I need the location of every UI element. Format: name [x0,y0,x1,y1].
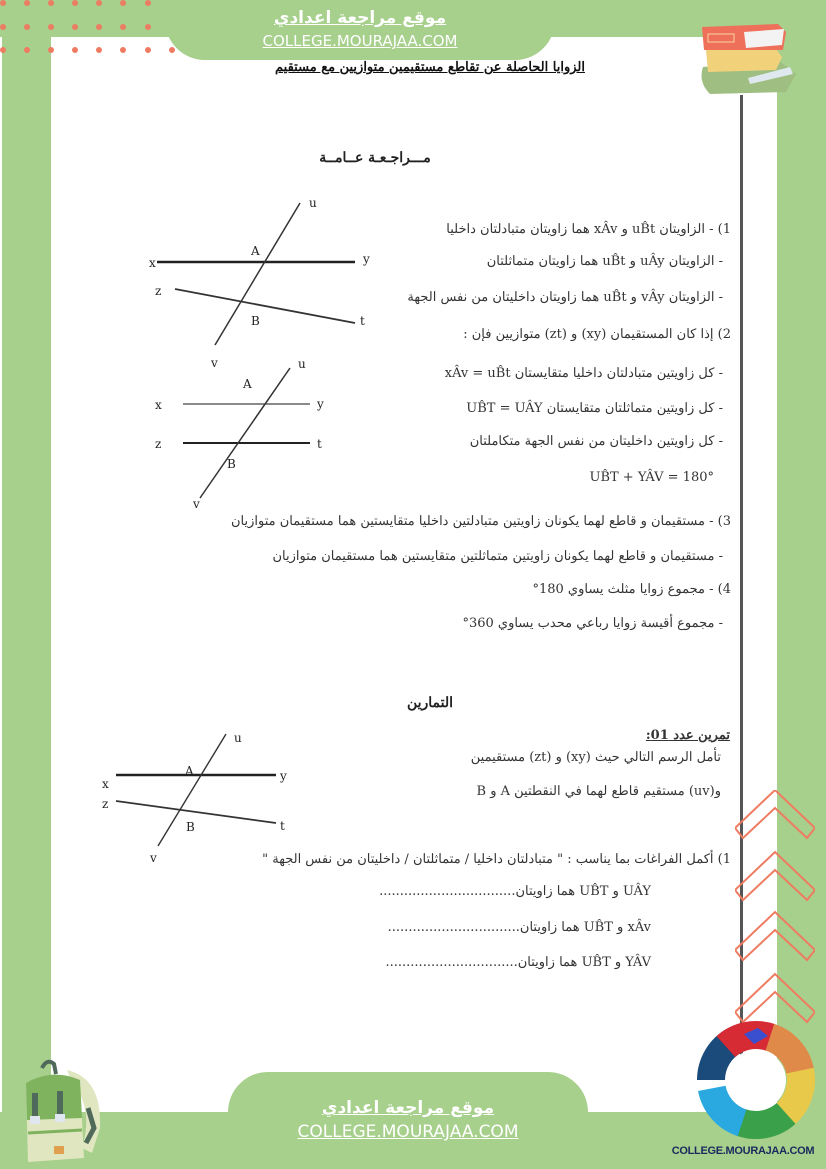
diagram-transversal-2 [145,360,345,510]
review-item: - الزاويتان uÂy و uB̂t هما زاويتان متماثلتان [486,254,723,269]
label-u: u [234,731,242,745]
label-u: u [298,360,306,371]
label-t: t [280,819,285,833]
books-stack-icon [698,12,798,94]
label-x: x [149,256,156,270]
diagram-transversal-1 [145,195,385,375]
review-item: 3) - مستقيمان و قاطع لهما يكونان زاويتين متبادلتين داخليا متقايستين هما مستقيمان متوازيان [230,514,731,529]
label-A: A [243,377,252,391]
review-heading: مـــراجـعـة عــامــة [319,150,431,166]
label-y: y [363,252,370,266]
label-v: v [150,851,157,865]
exercises-heading: التمارين [406,695,454,711]
label-B: B [186,820,195,834]
review-item: - مستقيمان و قاطع لهما يكونان زاويتين متماثلتين متقايستين هما مستقيمان متوازيان [272,549,723,564]
fill-blank-line[interactable]: UÂY و UB̂T هما زاويتان................................. [379,884,651,899]
label-y: y [280,769,287,783]
site-logo-icon[interactable] [696,1020,816,1140]
label-t: t [317,437,322,451]
review-item: - كل زاويتين متبادلتان داخليا متقايستان xÂv = uB̂t [444,366,723,381]
label-x: x [102,777,109,791]
header-site-name-ar[interactable]: موقع مراجعة اعدادي [273,8,447,28]
left-frame-bar [2,0,51,1169]
document-title: الزوايا الحاصلة عن تقاطع مستقيمين متوازيين مع مستقيم [275,60,585,75]
label-v: v [211,356,218,370]
fill-blank-line[interactable]: xÂv و UB̂T هما زاويتان................................ [387,920,651,935]
logo-site-url[interactable]: COLLEGE.MOURAJAA.COM [671,1145,815,1157]
label-z: z [155,437,162,451]
fill-blank-line[interactable]: YÂV و UB̂T هما زاويتان................................ [385,955,651,970]
diagram-transversal-exercise [98,728,308,868]
label-A: A [251,244,260,258]
footer-site-url[interactable]: COLLEGE.MOURAJAA.COM [297,1122,519,1142]
review-item: 1) - الزاويتان uB̂t و xÂv هما زاويتان متبادلتان داخليا [446,222,731,237]
exercise-1-line: تأمل الرسم التالي حيث (xy) و (zt) مستقيمين [470,750,721,765]
review-item: 4) - مجموع زوايا مثلث يساوي 180° [532,582,731,597]
review-item: - كل زاويتين متماثلتان متقايستان UB̂T = UÂY [466,401,723,416]
label-z: z [155,284,162,298]
review-formula: UB̂T + YÂV = 180° [589,470,714,485]
review-item: - كل زاويتين داخليتان من نفس الجهة متكاملتان [469,434,723,449]
header-site-url[interactable]: COLLEGE.MOURAJAA.COM [262,32,458,50]
backpack-icon [12,1058,102,1163]
label-v: v [193,497,200,510]
label-u: u [309,196,317,210]
review-item: 2) إذا كان المستقيمان (xy) و (zt) متوازيين فإن : [463,327,731,342]
label-B: B [251,314,260,328]
exercise-1-line: و(uv) مستقيم قاطع لهما في النقطتين A و B [476,784,721,799]
exercise-1-question: 1) أكمل الفراغات بما يناسب : " متبادلتان داخليا / متماثلتان / داخليتان من نفس الجهة " [262,852,731,867]
label-A: A [185,764,194,778]
exercise-1-title: تمرين عدد 01: [645,728,730,743]
footer-site-banner[interactable] [228,1072,588,1169]
chevron-up-decoration-icon [735,790,815,1050]
review-item: - مجموع أقيسة زوايا رباعي محدب يساوي 360° [462,616,723,631]
review-item: - الزاويتان vÂy و uB̂t هما زاويتان داخليتان من نفس الجهة [407,290,723,305]
label-x: x [155,398,162,412]
label-B: B [227,457,236,471]
label-t: t [360,314,365,328]
label-y: y [317,397,324,411]
label-z: z [102,797,109,811]
footer-site-name-ar[interactable]: موقع مراجعة اعدادي [321,1098,495,1118]
header-site-banner[interactable] [165,0,555,60]
